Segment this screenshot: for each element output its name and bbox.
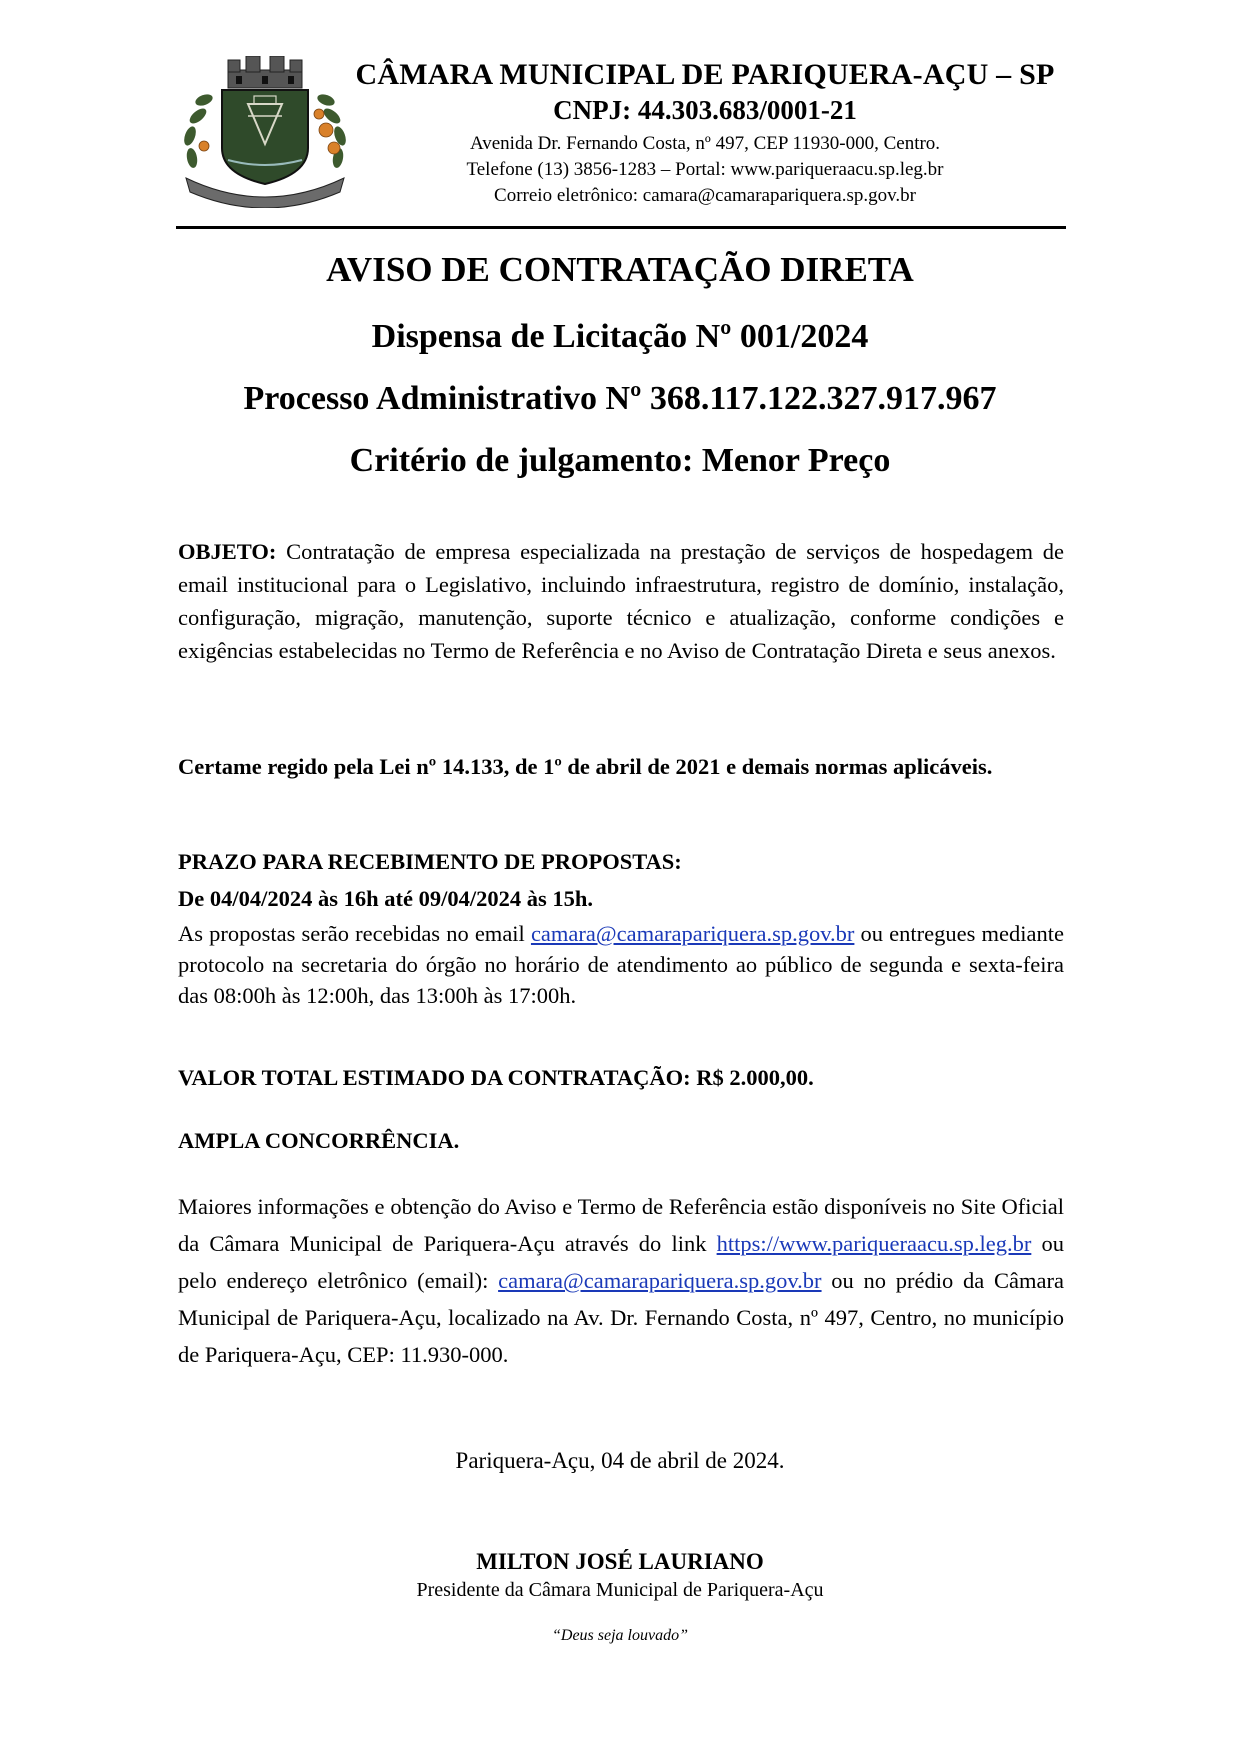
- header-phone-portal: Telefone (13) 3856-1283 – Portal: www.pariqueraacu.sp.leg.br: [466, 159, 944, 180]
- maiores-text2: ou pelo endereço eletrônico (email):: [178, 1231, 1064, 1293]
- propostas-text-before: As propostas serão recebidas no email: [178, 921, 531, 946]
- motto: “Deus seja louvado”: [552, 1627, 688, 1644]
- processo-title: Processo Administrativo Nº 368.117.122.327.917.967: [243, 380, 997, 417]
- criterio-title: Critério de julgamento: Menor Preço: [349, 442, 891, 479]
- header-address: Avenida Dr. Fernando Costa, nº 497, CEP 11930-000, Centro.: [469, 133, 941, 154]
- valor-total: VALOR TOTAL ESTIMADO DA CONTRATAÇÃO: R$ 2.000,00.: [178, 1065, 814, 1090]
- propostas-text-after: ou entregues mediante protocolo na secretaria do órgão no horário de atendimento ao público de segunda e sexta-feira das 08:00h às 12:00h, das 13:00h às 17:00h.: [178, 921, 1064, 1008]
- maiores-text1: Maiores informações e obtenção do Aviso e Termo de Referência estão disponíveis no Site Oficial da Câmara Municipal de Pariquera-Açu através do link: [178, 1194, 1064, 1256]
- cnpj: CNPJ: 44.303.683/0001-21: [553, 95, 857, 125]
- institution-name: CÂMARA MUNICIPAL DE PARIQUERA-AÇU – SP: [355, 58, 1055, 91]
- objeto-text: Contratação de empresa especializada na prestação de serviços de hospedagem de email institucional para o Legislativo, incluindo infraestrutura, registro de domínio, instalação, configuração, migração, manutenção, suporte técnico e atualização, conforme condições e exigências estabelecidas no Termo de Referência e no Aviso de Contratação Direta e seus anexos.: [178, 539, 1064, 663]
- dispensa-title: Dispensa de Licitação Nº 001/2024: [371, 318, 869, 355]
- propostas-email-link[interactable]: camara@camarapariquera.sp.gov.br: [530, 921, 855, 946]
- prazo-dates: De 04/04/2024 às 16h até 09/04/2024 às 15h.: [178, 886, 594, 911]
- notice-title: AVISO DE CONTRATAÇÃO DIRETA: [326, 250, 914, 289]
- objeto-label: OBJETO:: [178, 539, 277, 564]
- ampla-concorrencia: AMPLA CONCORRÊNCIA.: [178, 1128, 460, 1153]
- maiores-text3: ou no prédio da Câmara Municipal de Pariquera-Açu, localizado na Av. Dr. Fernando Costa, nº 497, Centro, no município de Pariquera-Açu, CEP: 11.930-000.: [178, 1268, 1064, 1367]
- prazo-heading: PRAZO PARA RECEBIMENTO DE PROPOSTAS:: [178, 849, 682, 874]
- coat-of-arms-icon: [176, 56, 354, 208]
- lei-paragraph: Certame regido pela Lei nº 14.133, de 1º de abril de 2021 e demais normas aplicáveis.: [178, 754, 993, 779]
- signer-name: MILTON JOSÉ LAURIANO: [476, 1549, 764, 1574]
- propostas-paragraph: [178, 918, 1064, 1011]
- maiores-email-link[interactable]: camara@camarapariquera.sp.gov.br: [498, 1268, 822, 1293]
- objeto-paragraph: [178, 535, 1064, 667]
- maiores-paragraph: [178, 1188, 1064, 1373]
- date-line: Pariquera-Açu, 04 de abril de 2024.: [455, 1448, 785, 1473]
- signer-role: Presidente da Câmara Municipal de Pariquera-Açu: [416, 1579, 824, 1601]
- header-email: Correio eletrônico: camara@camarapariquera.sp.gov.br: [494, 185, 916, 206]
- header-divider: [176, 226, 1066, 229]
- portal-link[interactable]: https://www.pariqueraacu.sp.leg.br: [716, 1231, 1032, 1256]
